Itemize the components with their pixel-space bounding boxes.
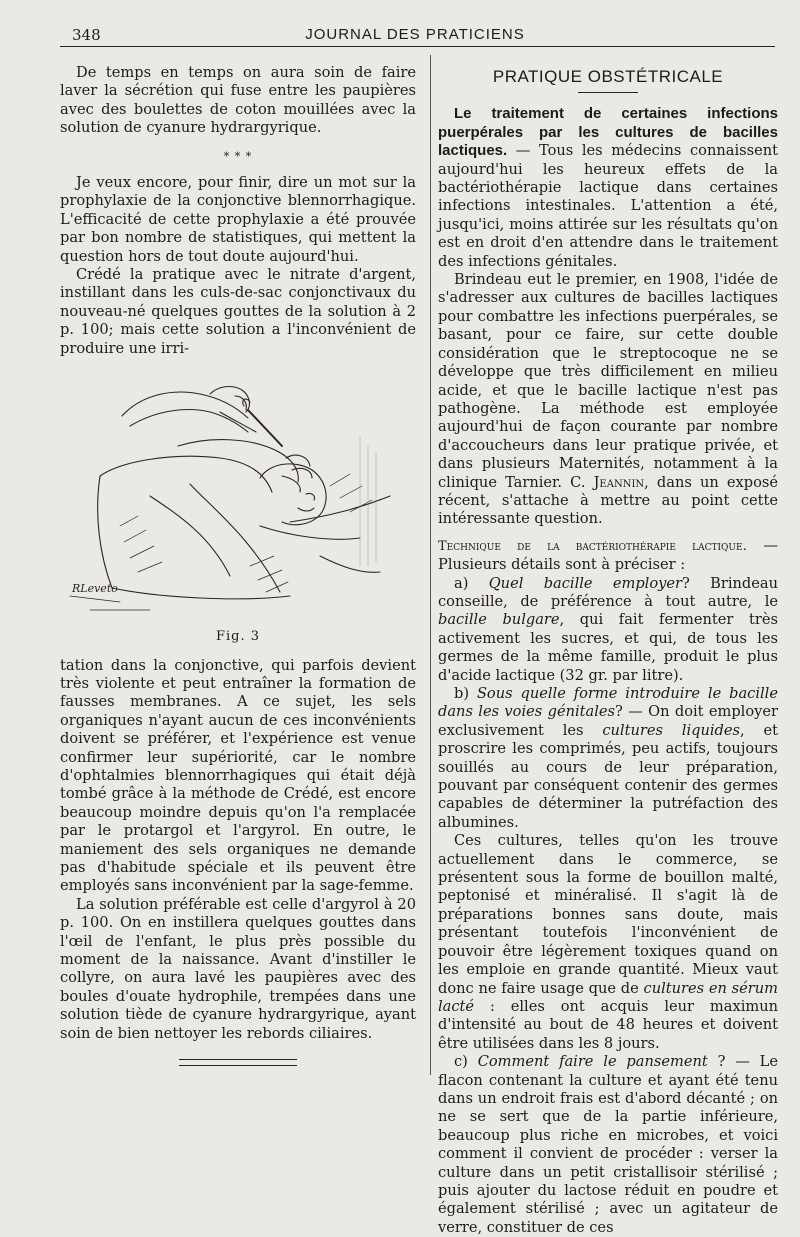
term-cultures-serum: cultures en sérum lacté [438,979,778,1015]
answer-b-start: ? — On doit employer exclusivement les [438,703,778,739]
answer-a-end: , qui fait fermenter très activement les sucres, et qui, de tous les germes de la même famille, produit le plus d'acide lactique (32 gr. par litre). [438,611,778,684]
journal-title: JOURNAL DES PRATICIENS [305,26,525,43]
question-b: Sous quelle forme introduire le bacille dans les voies génitales [438,685,778,721]
answer-c: ? — Le flacon contenant la culture et ayant été tenu dans un endroit frais est d'abord décanté ; on ne se sert que de la partie inférieure, beaucoup plus riche en microbes, et voici comment il convient de procéder : verser la culture dans un petit cristallisoir stérilisé ; puis ajouter du lactose réduit en poudre et également stérilisé ; avec un agitateur de verre, constituer de ces [438,1053,778,1236]
answer-b-end: , et proscrire les comprimés, peu actifs, toujours souillés au cours de leur préparation, pouvant par conséquent contenir des germes capables de déterminer la putréfaction des albumines. [438,721,778,831]
figure-signature: RLeveto [72,582,118,596]
section-separator-stars: * * * [223,149,253,163]
paragraph-technique [438,537,778,575]
brindeau-text-end: , dans un exposé récent, s'attache à mettre au point cette intéressante question. [438,473,778,528]
intro-text: — Tous les médecins connaissent aujourd'hui les heureux effets de la bactériothérapie lactique dans certaines infections intestinales. L'attention a été, jusqu'ici, moins attirée sur les résultats qu'on est en droit d'en attendre dans le traitement des infections génitales. [438,142,778,270]
cultures-text-end: : elles ont acquis leur maximun d'intensité au bout de 48 heures et doivent être utilisées dans les 8 jours. [438,997,778,1052]
section-title-rule [578,92,638,93]
paragraph-intro [438,105,778,271]
column-divider [430,55,431,1075]
label-a: a) [454,574,489,592]
answer-a-start: ? Brindeau conseille, de préférence à tout autre, le [438,574,778,610]
author-jeannin: Jeannin [593,473,645,491]
label-c: c) [454,1053,478,1071]
paragraph-crede: Crédé la pratique avec le nitrate d'argent, instillant dans les culs-de-sac conjonctivaux du nouveau-né quelques gouttes de la solution à 2 p. 100; mais cette solution a l'inconvénient de produire une irri- [60,266,416,357]
cultures-text-start: Ces cultures, telles qu'on les trouve actuellement dans le commerce, se présentent sous la forme de bouillon malté, peptonisé et minéralisé. Il s'agit là de préparations bonnes sans doute, mais présentant toutefois l'inconvénient de pouvoir être légèrement toxiques quand on les emploie en grande quantité. Mieux vaut donc ne faire usage que de [438,832,778,997]
technique-text: — Plusieurs détails sont à préciser : [438,536,778,574]
spacer [438,529,778,537]
section-title: PRATIQUE OBSTÉTRICALE [492,67,724,86]
article-end-rule [179,1059,297,1066]
figure-caption: Fig. 3 [215,629,261,645]
paragraph-cyanure: De temps en temps on aura soin de faire laver la sécrétion qui fuse entre les paupières avec des boulettes de coton mouillées avec la solution de cyanure hydrargyrique. [60,64,416,137]
paragraph-brindeau [438,271,778,529]
article-headline: Le traitement de certaines infections puerpérales par les cultures de bacilles lactiques. [438,105,778,160]
right-column [438,64,778,1237]
question-a: Quel bacille employer [488,574,682,592]
paragraph-argyrol: La solution préférable est celle d'argyrol à 20 p. 100. On en instillera quelques gouttes dans l'œil de l'enfant, le plus près possible du moment de la naissance. Avant d'instiller le collyre, on aura lavé les paupières avec des boules d'ouate hydrophile, trempées dans une solution tiède de cyanure hydrargyrique, ayant soin de bien nettoyer les rebords ciliaires. [60,895,416,1042]
paragraph-irritation: tation dans la conjonctive, qui parfois devient très violente et peut entraîner la formation de fausses membranes. A ce sujet, les sels organiques n'ayant aucun de ces inconvénients doivent se préférer, et l'expérience est venue confirmer leur supériorité, car le nombre d'ophtalmies blennorrhagiques qui était déjà tombé grâce à la méthode de Crédé, est encore beaucoup moindre depuis qu'on l'a remplacée par le protargol et l'argyrol. En outre, le maniement des sels organiques ne demande pas d'habitude spéciale et ils peuvent être employés sans inconvénient par la sage-femme. [60,656,416,895]
technique-subhead: Technique de la bactériothérapie lactique. [438,538,747,554]
figure-illustration [60,366,416,628]
paragraph-question-b [438,685,778,832]
header-rule [60,46,775,47]
page-number: 348 [72,26,101,44]
paragraph-question-a [438,575,778,685]
brindeau-text: Brindeau eut le premier, en 1908, l'idée de s'adresser aux cultures de bacilles lactiques pour combattre les infections puerpérales, se basant, pour ce faire, sur cette double considération que le streptocoque ne se développe que très difficilement en milieu acide, et que le bacille lactique n'est pas pathogène. La méthode est employée aujourd'hui de façon courante par nombre d'accoucheurs dans leur pratique privée, et dans plusieurs Maternités, notamment à la clinique Tarnier. C. [438,271,778,491]
question-c: Comment faire le pansement [477,1053,708,1071]
term-bacille-bulgare: bacille bulgare [438,611,560,629]
term-cultures-liquides: cultures liquides [602,721,741,739]
paragraph-question-c [438,1053,778,1237]
paragraph-cultures [438,832,778,1053]
paragraph-prophylaxie: Je veux encore, pour finir, dire un mot sur la prophylaxie de la conjonctive blennorrhagique. L'efficacité de cette prophylaxie a été prouvée par bon nombre de statistiques, qui mettent la question hors de tout doute aujourd'hui. [60,174,416,265]
label-b: b) [454,685,477,702]
engraving-drawing [60,366,416,628]
left-column [60,64,416,1066]
